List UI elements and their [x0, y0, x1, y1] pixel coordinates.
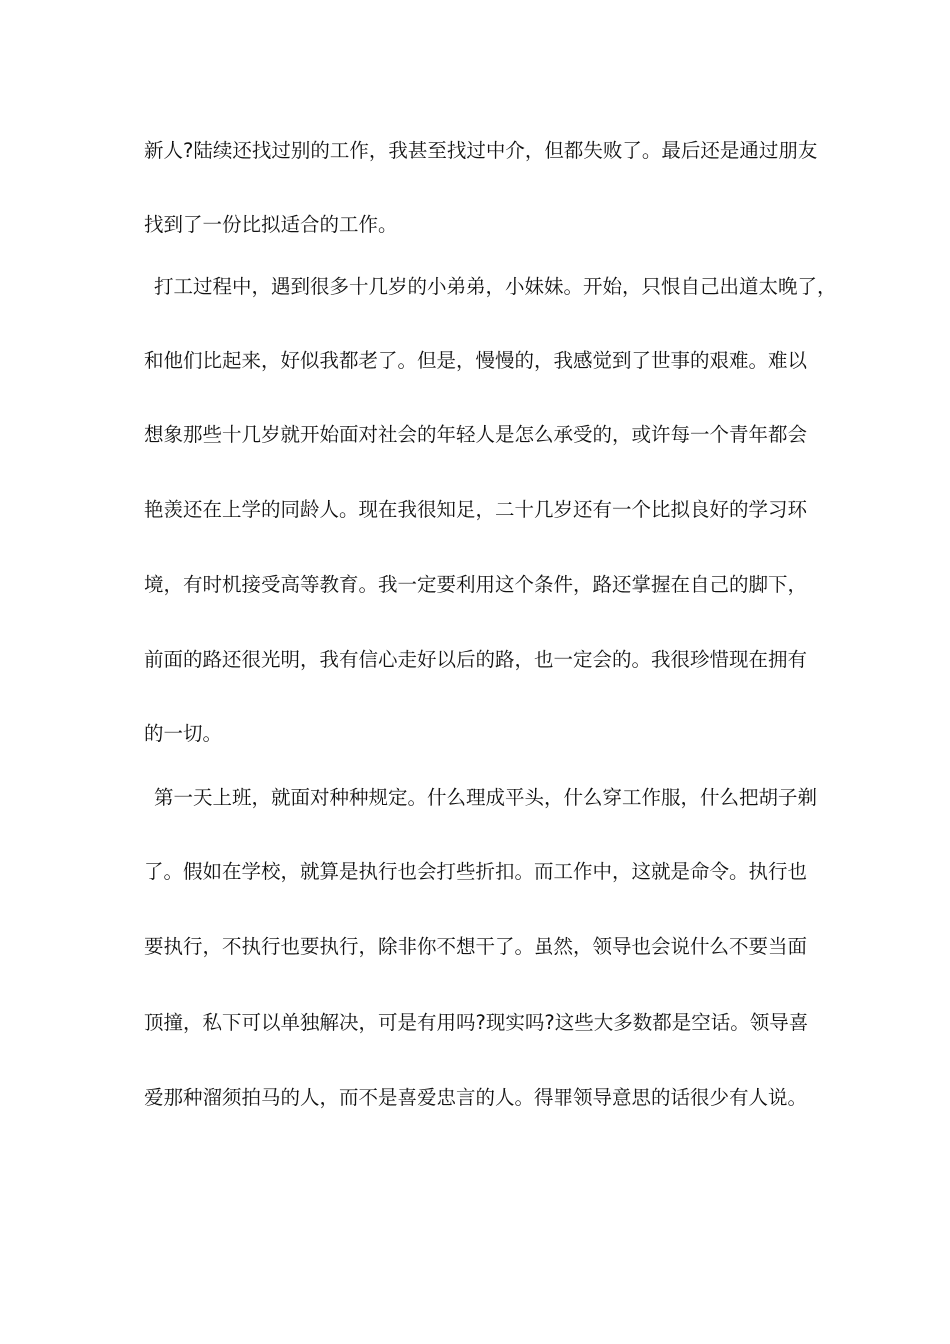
- text-line: 境，有时机接受高等教育。我一定要利用这个条件，路还掌握在自己的脚下，: [144, 573, 808, 596]
- text-line: 找到了一份比拟适合的工作。: [144, 213, 398, 236]
- text-line: 和他们比起来，好似我都老了。但是，慢慢的，我感觉到了世事的艰难。难以: [144, 349, 808, 372]
- text-line: 的一切。: [144, 722, 223, 745]
- text-line: 爱那种溜须拍马的人，而不是喜爱忠言的人。得罪领导意思的话很少有人说。: [144, 1086, 808, 1109]
- text-line: 第一天上班，就面对种种规定。什么理成平头，什么穿工作服，什么把胡子剃: [154, 786, 818, 809]
- text-line: 前面的路还很光明，我有信心走好以后的路，也一定会的。我很珍惜现在拥有: [144, 648, 808, 671]
- text-line: 新人?陆续还找过别的工作，我甚至找过中介，但都失败了。最后还是通过朋友: [144, 139, 818, 162]
- text-line: 顶撞，私下可以单独解决，可是有用吗?现实吗?这些大多数都是空话。领导喜: [144, 1011, 809, 1034]
- text-line: 打工过程中，遇到很多十几岁的小弟弟，小妹妹。开始，只恨自己出道太晚了，: [154, 275, 837, 298]
- text-line: 了。假如在学校，就算是执行也会打些折扣。而工作中，这就是命令。执行也: [144, 860, 808, 883]
- text-line: 要执行，不执行也要执行，除非你不想干了。虽然，领导也会说什么不要当面: [144, 935, 808, 958]
- text-line: 艳羡还在上学的同龄人。现在我很知足，二十几岁还有一个比拟良好的学习环: [144, 498, 808, 521]
- text-line: 想象那些十几岁就开始面对社会的年轻人是怎么承受的，或许每一个青年都会: [144, 423, 808, 446]
